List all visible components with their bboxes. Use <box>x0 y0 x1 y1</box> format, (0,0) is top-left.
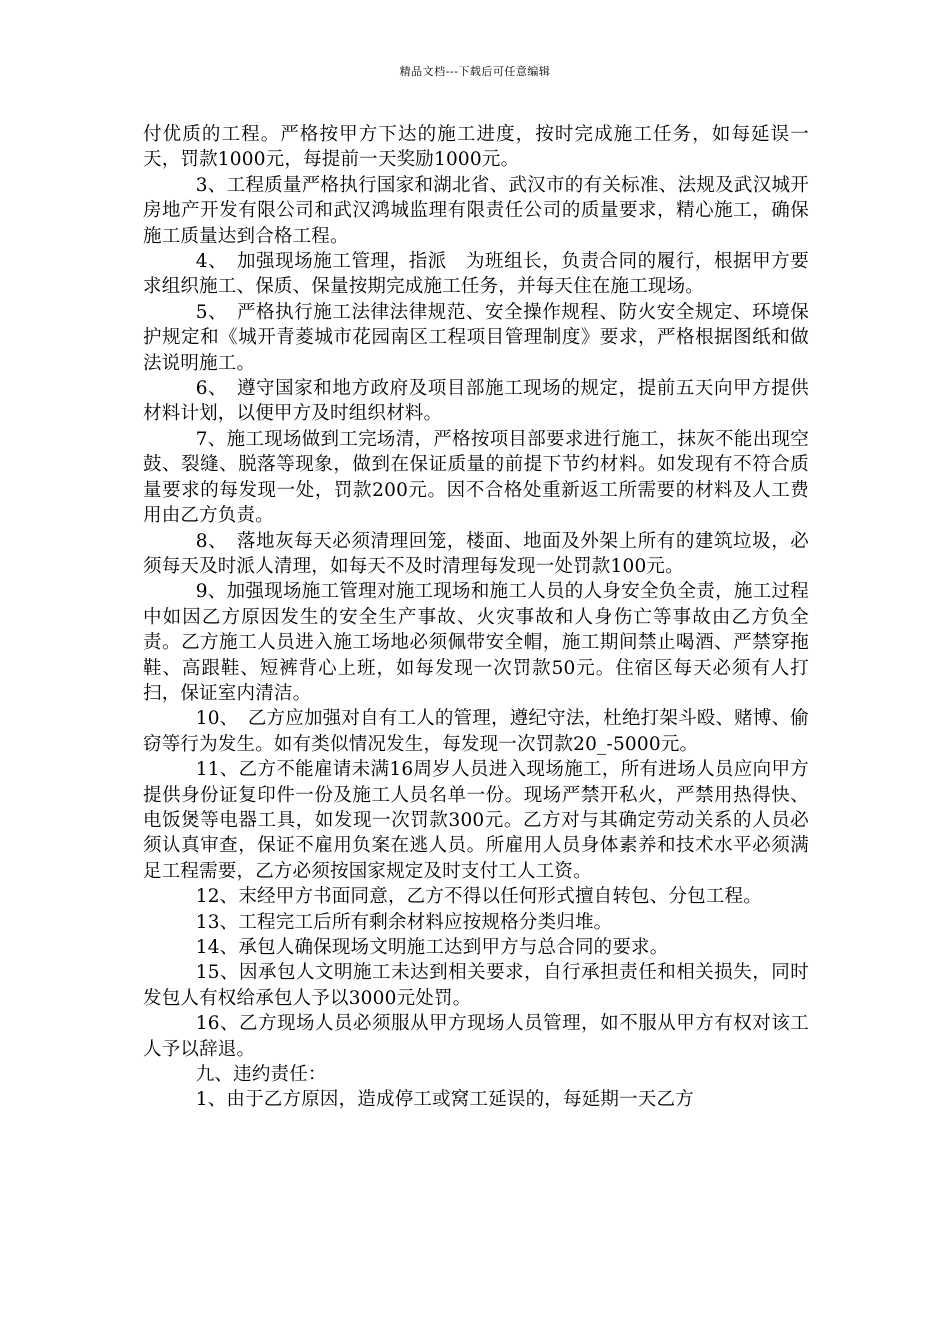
paragraph: 12、末经甲方书面同意，乙方不得以任何形式擅自转包、分包工程。 <box>195 886 762 908</box>
paragraph: 4、 加强现场施工管理，指派 为班组长，负责合同的履行，根据甲方要求组织施工、保质、保量按期完成施工任务，并每天住在施工现场。 <box>143 251 809 298</box>
paragraph: 1、由于乙方原因，造成停工或窝工延误的，每延期一天乙方 <box>195 1089 694 1111</box>
paragraph: 8、 落地灰每天必须清理回笼，楼面、地面及外架上所有的建筑垃圾，必须每天及时派人清理，如每天不及时清理每发现一处罚款100元。 <box>143 530 809 577</box>
section-heading: 九、违约责任： <box>195 1064 327 1086</box>
paragraph: 3、工程质量严格执行国家和湖北省、武汉市的有关标准、法规及武汉城开房地产开发有限公司和武汉鸿城监理有限责任公司的质量要求，精心施工，确保施工质量达到合格工程。 <box>143 174 809 247</box>
paragraph: 15、因承包人文明施工未达到相关要求，自行承担责任和相关损失，同时发包人有权给承包人予以3000元处罚。 <box>143 962 809 1009</box>
paragraph: 16、乙方现场人员必须服从甲方现场人员管理，如不服从甲方有权对该工人予以辞退。 <box>143 1013 809 1060</box>
paragraph: 6、 遵守国家和地方政府及项目部施工现场的规定，提前五天向甲方提供材料计划，以便甲方及时组织材料。 <box>143 378 809 425</box>
paragraph: 7、施工现场做到工完场清，严格按项目部要求进行施工，抹灰不能出现空鼓、裂缝、脱落等现象，做到在保证质量的前提下节约材料。如发现有不符合质量要求的每发现一处，罚款200元。因不合格处重新返工所需要的材料及人工费用由乙方负责。 <box>143 428 809 527</box>
paragraph: 付优质的工程。严格按甲方下达的施工进度，按时完成施工任务，如每延误一天，罚款1000元，每提前一天奖励1000元。 <box>143 124 809 171</box>
document-body <box>143 122 809 1113</box>
paragraph: 14、承包人确保现场文明施工达到甲方与总合同的要求。 <box>195 937 669 958</box>
paragraph: 9、加强现场施工管理对施工现场和施工人员的人身安全负全责，施工过程中如因乙方原因发生的安全生产事故、火灾事故和人身伤亡等事故由乙方负全责。乙方施工人员进入施工场地必须佩带安全帽，施工期间禁止喝酒、严禁穿拖鞋、高跟鞋、短裤背心上班，如每发现一次罚款50元。住宿区每天必须有人打扫，保证室内清洁。 <box>143 581 809 704</box>
paragraph: 13、工程完工后所有剩余材料应按规格分类归堆。 <box>195 911 613 933</box>
paragraph: 5、 严格执行施工法律法律规范、安全操作规程、防火安全规定、环境保护规定和《城开青菱城市花园南区工程项目管理制度》要求，严格根据图纸和做法说明施工。 <box>143 301 809 374</box>
paragraph: 10、 乙方应加强对自有工人的管理，遵纪守法，杜绝打架斗殴、赌博、偷窃等行为发生。如有类似情况发生，每发现一次罚款20_-5000元。 <box>143 708 809 755</box>
page-header: 精品文档---下载后可任意编辑 <box>399 65 551 78</box>
paragraph: 11、乙方不能雇请未满16周岁人员进入现场施工，所有进场人员应向甲方提供身份证复印件一份及施工人员名单一份。现场严禁开私火，严禁用热得快、电饭煲等电器工具，如发现一次罚款300元。乙方对与其确定劳动关系的人员必须认真审查，保证不雇用负案在逃人员。所雇用人员身体素养和技术水平必须满足工程需要，乙方必须按国家规定及时支付工人工资。 <box>143 759 809 882</box>
